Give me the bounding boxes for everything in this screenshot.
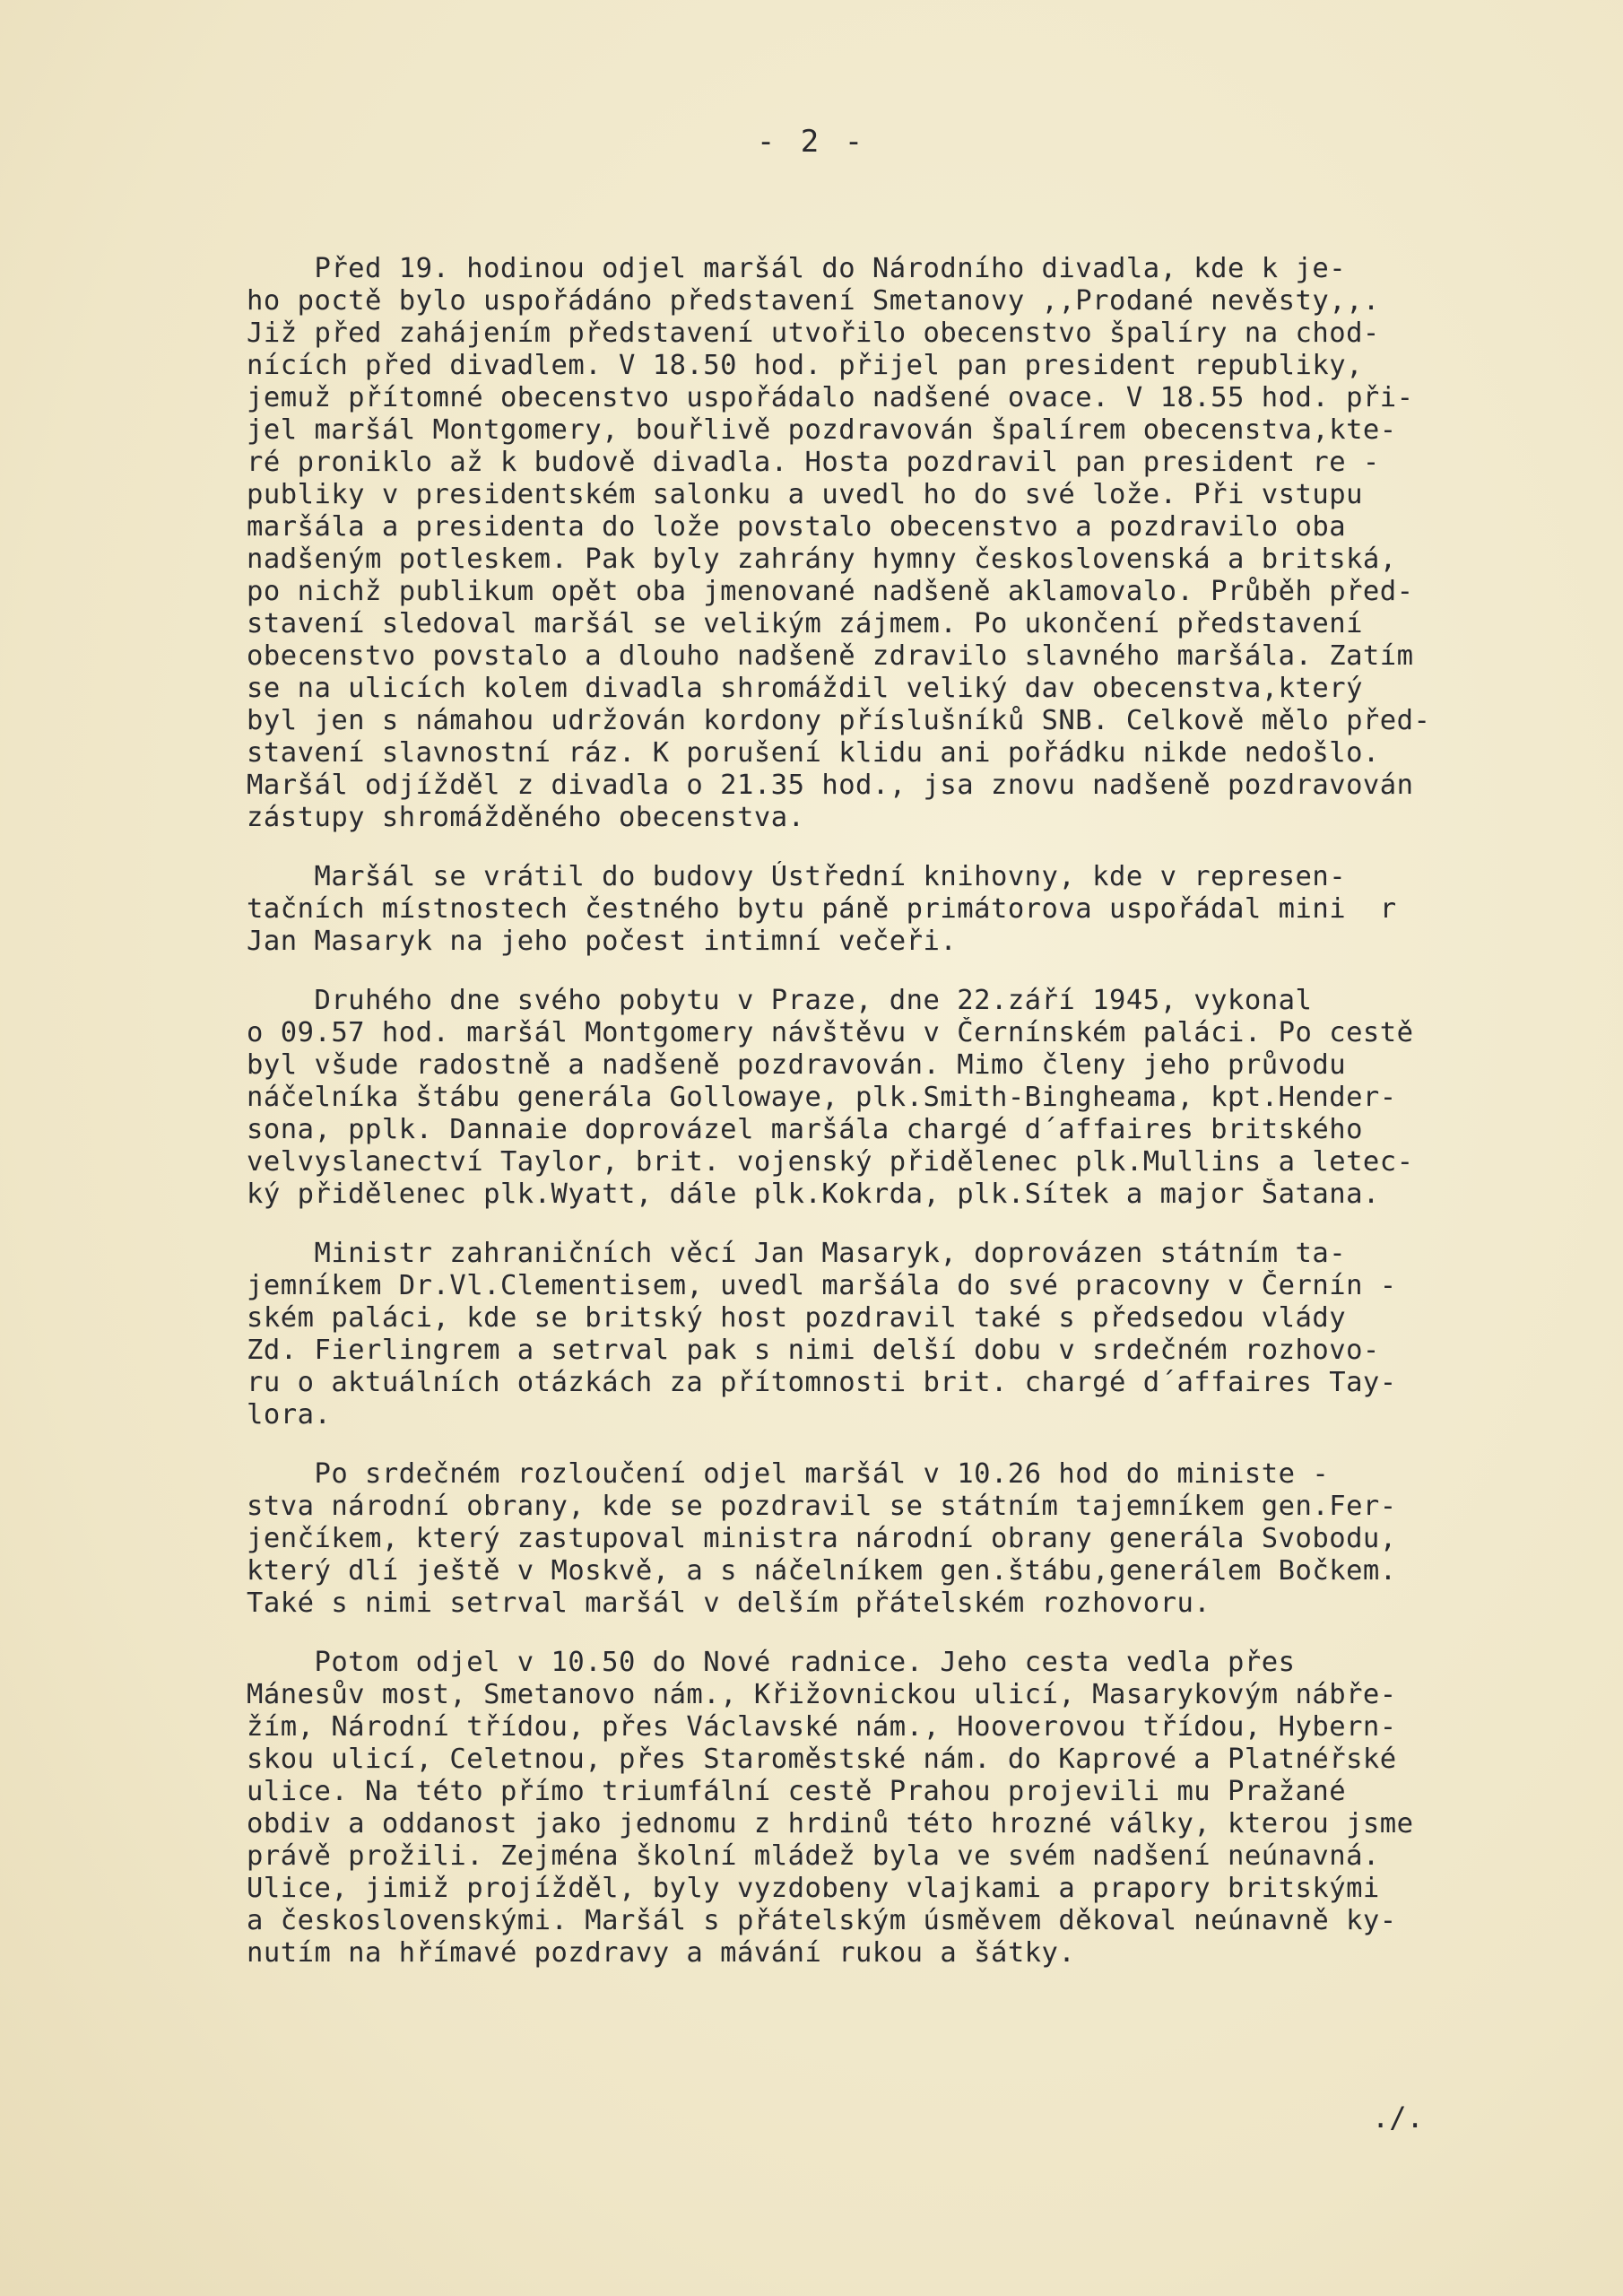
text-line: byl všude radostně a nadšeně pozdravován. Mimo členy jeho průvodu [247, 1049, 1347, 1081]
text-line: jenčíkem, který zastupoval ministra národní obrany generála Svobodu, [247, 1523, 1397, 1554]
text-line: publiky v presidentském salonku a uvedl ho do své lože. Při vstupu [247, 479, 1363, 510]
text-line: zástupy shromážděného obecenstva. [247, 802, 805, 833]
text-line: Ulice, jimiž projížděl, byly vyzdobeny vlajkami a prapory britskými [247, 1873, 1380, 1904]
text-line: tačních místnostech čestného bytu páně primátorova uspořádal mini r [247, 893, 1397, 925]
text-line: Jan Masaryk na jeho počest intimní večeři. [247, 926, 958, 957]
text-line: nadšeným potleskem. Pak byly zahrány hymny československá a britská, [247, 544, 1397, 575]
text-line: obdiv a oddanost jako jednomu z hrdinů této hrozné války, kterou jsme [247, 1808, 1414, 1839]
paragraph-3 [247, 985, 1587, 1211]
text-line: Maršál odjížděl z divadla o 21.35 hod., jsa znovu nadšeně pozdravován [247, 770, 1414, 801]
text-line: lora. [247, 1399, 332, 1431]
text-line: stavení slavnostní ráz. K porušení klidu ani pořádku nikde nedošlo. [247, 737, 1380, 769]
text-line: Již před zahájením představení utvořilo obecenstvo špalíry na chod- [247, 317, 1380, 349]
text-line: jemníkem Dr.Vl.Clementisem, uvedl maršála do své pracovny v Černín - [247, 1270, 1397, 1301]
text-line: Ministr zahraničních věcí Jan Masaryk, doprovázen státním ta- [247, 1238, 1347, 1269]
text-line: který dlí ještě v Moskvě, a s náčelníkem gen.štábu,generálem Bočkem. [247, 1555, 1397, 1587]
text-line: Druhého dne svého pobytu v Praze, dne 22.září 1945, vykonal [247, 985, 1313, 1016]
text-line: se na ulicích kolem divadla shromáždil veliký dav obecenstva,který [247, 673, 1363, 704]
text-line: nutím na hřímavé pozdravy a mávání rukou a šátky. [247, 1937, 1076, 1969]
text-line: právě prožili. Zejména školní mládež byla ve svém nadšení neúnavná. [247, 1840, 1380, 1872]
text-line: ulice. Na této přímo triumfální cestě Prahou projevili mu Pražané [247, 1776, 1347, 1807]
continuation-mark: ./. [1372, 2100, 1424, 2135]
text-line: Maršál se vrátil do budovy Ústřední knihovny, kde v represen- [247, 861, 1347, 892]
text-line: byl jen s námahou udržován kordony příslušníků SNB. Celkově mělo před- [247, 705, 1431, 736]
text-line: ré proniklo až k budově divadla. Hosta pozdravil pan president re - [247, 447, 1380, 478]
text-line: a československými. Maršál s přátelským úsměvem děkoval neúnavně ky- [247, 1905, 1397, 1936]
text-line: ru o aktuálních otázkách za přítomnosti brit. chargé d´affaires Tay- [247, 1367, 1397, 1398]
text-line: po nichž publikum opět oba jmenované nadšeně aklamovalo. Průběh před- [247, 576, 1414, 607]
page-number: - 2 - [756, 124, 867, 160]
text-line: o 09.57 hod. maršál Montgomery návštěvu v Černínském paláci. Po cestě [247, 1017, 1414, 1048]
text-line: Po srdečném rozloučení odjel maršál v 10.26 hod do ministe - [247, 1458, 1330, 1490]
text-line: sona, pplk. Dannaie doprovázel maršála chargé d´affaires britského [247, 1114, 1363, 1145]
text-line: jel maršál Montgomery, bouřlivě pozdravován špalírem obecenstva,kte- [247, 414, 1397, 446]
text-line: stavení sledoval maršál se velikým zájmem. Po ukončení představení [247, 608, 1363, 639]
text-line: Také s nimi setrval maršál v delším přátelském rozhovoru. [247, 1587, 1211, 1619]
paragraph-2 [247, 861, 1587, 958]
text-line: ském paláci, kde se britský host pozdravil také s předsedou vlády [247, 1302, 1347, 1334]
text-line: Potom odjel v 10.50 do Nové radnice. Jeho cesta vedla přes [247, 1647, 1296, 1678]
text-line: obecenstvo povstalo a dlouho nadšeně zdravilo slavného maršála. Zatím [247, 640, 1414, 672]
text-line: Před 19. hodinou odjel maršál do Národního divadla, kde k je- [247, 253, 1347, 284]
text-line: maršála a presidenta do lože povstalo obecenstvo a pozdravilo oba [247, 511, 1347, 543]
paragraph-5 [247, 1458, 1587, 1620]
text-line: skou ulicí, Celetnou, přes Staroměstské nám. do Kaprové a Platnéřské [247, 1744, 1397, 1775]
text-line: Mánesův most, Smetanovo nám., Křižovnickou ulicí, Masarykovým nábře- [247, 1679, 1397, 1710]
text-line: velvyslanectví Taylor, brit. vojenský přidělenec plk.Mullins a letec- [247, 1146, 1414, 1178]
text-line: Zd. Fierlingrem a setrval pak s nimi delší dobu v srdečném rozhovo- [247, 1335, 1380, 1366]
text-line: jemuž přítomné obecenstvo uspořádalo nadšené ovace. V 18.55 hod. při- [247, 382, 1414, 413]
paragraph-6 [247, 1647, 1587, 1970]
text-line: nících před divadlem. V 18.50 hod. přijel pan president republiky, [247, 350, 1363, 381]
document-body [247, 253, 1587, 1996]
text-line: náčelníka štábu generála Gollowaye, plk.Smith-Bingheama, kpt.Hender- [247, 1082, 1397, 1113]
text-line: ho poctě bylo uspořádáno představení Smetanovy ,,Prodané nevěsty,,. [247, 285, 1380, 317]
text-line: žím, Národní třídou, přes Václavské nám., Hooverovou třídou, Hybern- [247, 1711, 1397, 1743]
paragraph-4 [247, 1238, 1587, 1431]
text-line: stva národní obrany, kde se pozdravil se státním tajemníkem gen.Fer- [247, 1491, 1397, 1522]
paragraph-1 [247, 253, 1587, 834]
text-line: ký přidělenec plk.Wyatt, dále plk.Kokrda, plk.Sítek a major Šatana. [247, 1178, 1380, 1210]
